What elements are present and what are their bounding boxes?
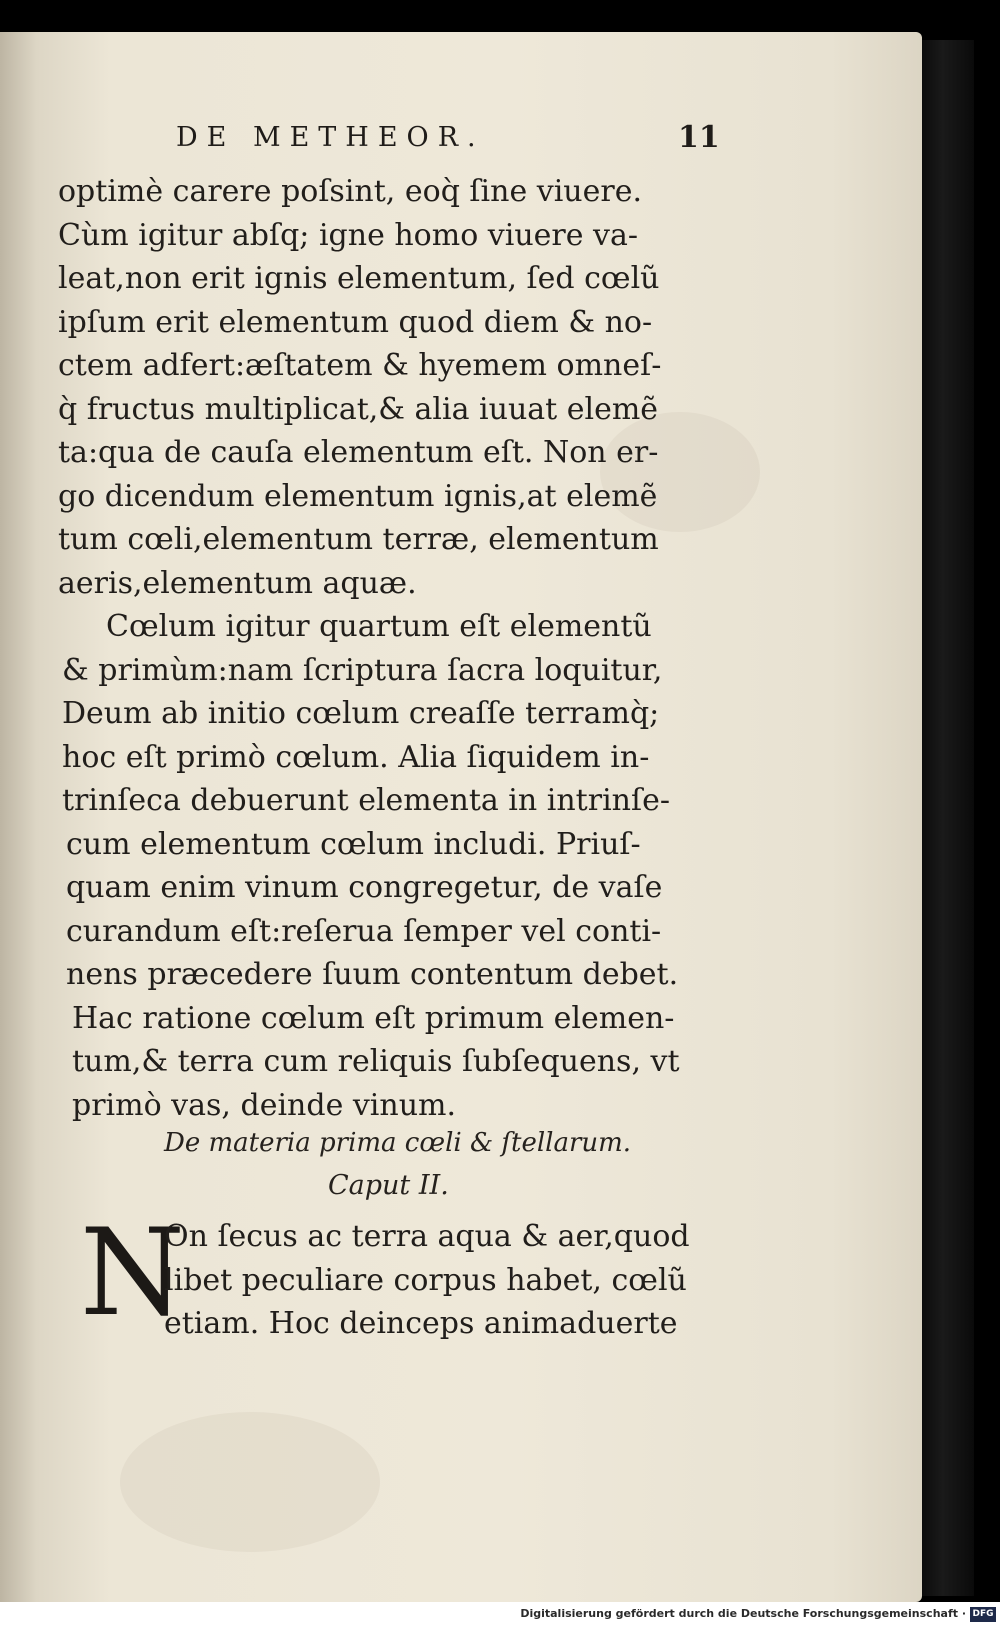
text-line-paragraph-start: Cœlum igitur quartum eſt elementũ [106,609,652,644]
drop-cap: N [80,1204,185,1343]
text-line: Deum ab initio cœlum creaſſe terramq̀; [62,696,660,731]
page-number: 11 [678,120,720,155]
dfg-logo-icon: DFG [970,1607,996,1622]
text-line: ta:qua de cauſa elementum eſt. Non er- [58,435,659,470]
text-line: ipſum erit elementum quod diem & no- [58,304,653,340]
running-title: DE METHEOR. [176,122,485,153]
chapter-number: Caput II. [328,1170,449,1201]
text-line: tum,& terra cum reliquis ſubſequens, vt [72,1044,680,1079]
page-edge-shadow [922,40,974,1596]
text-line: quam enim vinum congregetur, de vaſe [66,870,663,905]
text-line: primò vas, deinde vinum. [72,1087,457,1123]
text-line: nens præcedere ſuum contentum debet. [66,957,679,992]
text-line: hoc eſt primò cœlum. Alia ſiquidem in- [62,739,650,775]
paper-stain [120,1412,380,1552]
text-line: libet peculiare corpus habet, cœlũ [164,1262,687,1298]
text-line: Hac ratione cœlum eſt primum elemen- [72,1000,675,1036]
chapter-title: De materia prima cœli & ſtellarum. [164,1128,632,1158]
text-line: trinſeca debuerunt elementa in intrinſe- [62,783,670,818]
text-line: On ſecus ac terra aqua & aer,quod [164,1219,690,1254]
digitization-footer [0,1602,1000,1628]
text-line: tum cœli,elementum terræ, elementum [58,522,659,557]
text-line: etiam. Hoc deinceps animaduerte [164,1306,678,1341]
chapter-text [164,1215,724,1346]
text-line: cum elementum cœlum includi. Priuſ- [66,826,641,862]
text-line: ctem adfert:æſtatem & hyemem omneſ- [58,348,662,383]
body-text [58,170,738,1127]
text-line: aeris,elementum aquæ. [58,565,417,601]
text-line: go dicendum elementum ignis,at elemẽ [58,478,658,514]
text-line: optimè carere poſsint, eoq̀ ſine viuere. [58,174,642,209]
text-line: q̀ fructus multiplicat,& alia iuuat elemẽ [58,391,659,427]
text-line: curandum eſt:reſerua ſemper vel conti- [66,913,662,949]
running-head [0,122,922,162]
text-line: & primùm:nam ſcriptura ſacra loquitur, [62,652,663,688]
text-line: leat,non erit ignis elementum, ſed cœlũ [58,261,660,296]
text-line: Cùm igitur abſq; igne homo viuere va- [58,217,639,253]
funding-credit: Digitalisierung gefördert durch die Deutsche Forschungsgemeinschaft · [520,1607,966,1620]
